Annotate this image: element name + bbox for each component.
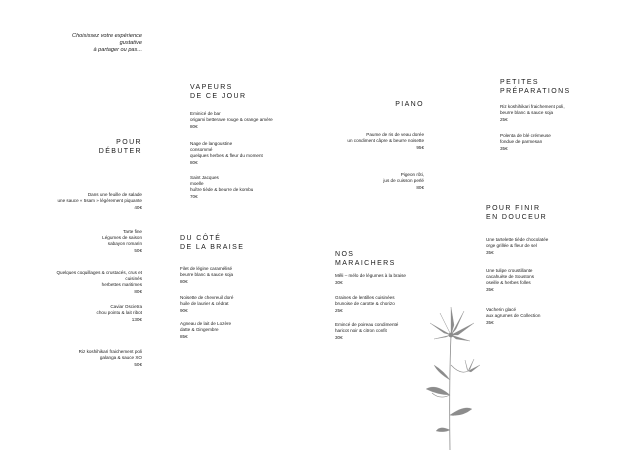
dish-line: jus de cuisson perlé bbox=[383, 178, 424, 184]
dish-line: Une tulipe croustillante bbox=[486, 268, 533, 273]
section-title-douceur bbox=[486, 205, 547, 222]
dish-line: Une tartelette tiède chocolatée bbox=[486, 237, 549, 242]
dish-price: 50€ bbox=[134, 247, 142, 253]
dish-item bbox=[335, 273, 406, 286]
dish-item bbox=[190, 175, 253, 200]
dish-line: Eminicé de bar bbox=[190, 111, 221, 116]
dish-price: 40€ bbox=[134, 204, 142, 210]
dish-line: POUR FINIR bbox=[486, 205, 541, 212]
dish-line: Vacherin glacé bbox=[486, 307, 517, 312]
dish-item bbox=[486, 237, 548, 256]
dish-item bbox=[180, 295, 233, 314]
dish-line: Riz koshihikari fraichement poli, bbox=[500, 104, 565, 109]
flower-illustration-icon bbox=[418, 305, 488, 450]
intro-line: gustative bbox=[119, 40, 142, 46]
dish-line: une sauce « 5sam » légèrement piquante bbox=[57, 198, 142, 204]
dish-item bbox=[20, 349, 142, 368]
dish-item bbox=[300, 172, 424, 191]
dish-line: galanga & sauce XO bbox=[99, 355, 142, 361]
dish-line: Pigeon rôti, bbox=[400, 172, 424, 177]
intro-text bbox=[58, 33, 142, 54]
dish-item bbox=[180, 321, 231, 340]
dish-line: NOS bbox=[335, 251, 355, 258]
dish-line: oseille & herbes folles bbox=[486, 280, 531, 286]
dish-line: MARAICHERS bbox=[335, 259, 396, 267]
dish-line: DE CE JOUR bbox=[190, 92, 247, 100]
dish-line: Caviar Oscietra bbox=[110, 304, 142, 309]
dish-price: 80€ bbox=[134, 288, 142, 294]
dish-item bbox=[10, 270, 142, 295]
section-title-braise bbox=[180, 235, 244, 252]
dish-price: 35€ bbox=[486, 286, 494, 292]
dish-line: quelques herbes & fleur du moment bbox=[190, 153, 263, 159]
dish-line: sabayon romarin bbox=[107, 241, 142, 247]
dish-price: 35€ bbox=[500, 145, 508, 151]
dish-item bbox=[335, 322, 398, 341]
dish-price: 35€ bbox=[486, 249, 494, 255]
dish-price: 80€ bbox=[180, 278, 188, 284]
dish-line: Filet de légine caramélisé bbox=[180, 266, 233, 271]
dish-item bbox=[300, 132, 424, 151]
dish-price: 25€ bbox=[335, 307, 343, 313]
dish-item bbox=[500, 104, 565, 123]
dish-item bbox=[190, 141, 263, 166]
dish-line: chou pointu & lait ribot bbox=[96, 310, 142, 316]
dish-price: 25€ bbox=[500, 116, 508, 122]
dish-line: VAPEURS bbox=[190, 84, 233, 91]
section-title-vapeurs bbox=[190, 84, 246, 101]
dish-line: Paume de ris de veau dorée bbox=[366, 132, 424, 137]
dish-price: 70€ bbox=[190, 193, 198, 199]
dish-line: herbettes maritimes bbox=[101, 282, 142, 288]
dish-line: un condiment câpre & beurre noisette bbox=[347, 138, 424, 144]
dish-price: 130€ bbox=[131, 316, 142, 322]
dish-line: EN DOUCEUR bbox=[486, 213, 548, 221]
dish-price: 80€ bbox=[190, 123, 198, 129]
dish-item bbox=[20, 304, 142, 323]
dish-price: 35€ bbox=[486, 319, 494, 325]
dish-item bbox=[486, 307, 540, 326]
dish-line: DU CÔTÉ bbox=[180, 235, 222, 242]
dish-line: moelle bbox=[190, 181, 204, 187]
dish-price: 80€ bbox=[190, 159, 198, 165]
section-title-piano bbox=[380, 101, 424, 110]
dish-item bbox=[500, 133, 551, 152]
dish-line: Saint Jacques bbox=[190, 175, 219, 180]
dish-line: consommé bbox=[190, 147, 213, 153]
dish-line: huile de laurier & cédrat bbox=[180, 301, 229, 307]
section-title-maraichers bbox=[335, 251, 396, 268]
dish-line: beurre blanc & sauce soja bbox=[180, 272, 234, 278]
dish-price: 95€ bbox=[416, 144, 424, 150]
section-title-petites bbox=[500, 79, 571, 96]
dish-line: Graines de lentilles cuisinées bbox=[335, 295, 395, 300]
dish-line: Riz koshihikari fraichement poli bbox=[78, 349, 142, 354]
intro-line: Choisissez votre expérience bbox=[72, 33, 142, 39]
dish-price: 80€ bbox=[416, 184, 424, 190]
intro-line: à partager ou pas... bbox=[93, 47, 142, 53]
dish-line: Tarte fine bbox=[123, 229, 142, 234]
dish-item bbox=[335, 295, 395, 314]
dish-price: 30€ bbox=[335, 279, 343, 285]
dish-line: Mêli – mélo de légumes à la braise bbox=[335, 273, 406, 278]
dish-line: Nage de langoustine bbox=[190, 141, 233, 146]
dish-item bbox=[180, 266, 233, 285]
dish-line: fondue de parmesan bbox=[500, 139, 543, 145]
dish-price: 30€ bbox=[335, 334, 343, 340]
dish-item bbox=[486, 268, 534, 293]
dish-price: 50€ bbox=[134, 361, 142, 367]
dish-line: aux agrumes de Collection bbox=[486, 313, 541, 319]
dish-line: DÉBUTER bbox=[98, 147, 142, 155]
section-title-pour-debuter bbox=[80, 139, 142, 156]
dish-line: PETITES bbox=[500, 79, 539, 86]
dish-item bbox=[20, 192, 142, 211]
dish-line: brunoise de carotte & chorizo bbox=[335, 301, 395, 307]
dish-line: origami betterave rouge & orange amère bbox=[190, 117, 273, 123]
dish-line: Dans une feuille de salade bbox=[87, 192, 142, 197]
dish-line: datte & Gingembre bbox=[180, 327, 219, 333]
dish-line: orge grillée & fleur de sel bbox=[486, 243, 537, 249]
dish-price: 85€ bbox=[180, 333, 188, 339]
dish-line: PIANO bbox=[395, 101, 424, 108]
dish-line: Polenta de blé crémeuse bbox=[500, 133, 551, 138]
dish-line: haricot noir & citron confit bbox=[335, 328, 387, 334]
dish-price: 90€ bbox=[180, 307, 188, 313]
dish-line: Légumes de saison bbox=[102, 235, 142, 241]
dish-line: cuisinés bbox=[125, 276, 142, 282]
dish-line: DE LA BRAISE bbox=[180, 243, 245, 251]
dish-line: Agneau de lait de Lozère bbox=[180, 321, 232, 326]
dish-item bbox=[190, 111, 273, 130]
dish-line: POUR bbox=[116, 139, 142, 146]
dish-line: Noisette de chevreuil doré bbox=[180, 295, 234, 300]
dish-line: PRÉPARATIONS bbox=[500, 87, 571, 95]
dish-line: beurre blanc & sauce soja bbox=[500, 110, 554, 116]
dish-line: huître tiède & beurre de kombu bbox=[190, 187, 254, 193]
dish-item bbox=[20, 229, 142, 254]
dish-line: Quelques coquillages & crustacés, crus et bbox=[56, 270, 142, 275]
dish-line: cacahuète de Soustons bbox=[486, 274, 535, 280]
dish-line: Emincé de poireau condimenté bbox=[335, 322, 399, 327]
